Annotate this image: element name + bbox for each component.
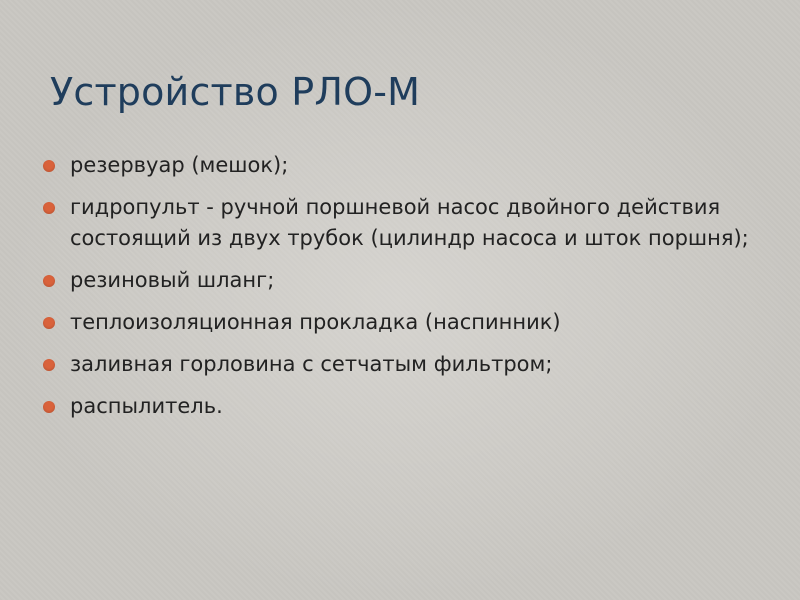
list-item-text: резервуар (мешок);: [70, 153, 289, 177]
list-item: [40, 192, 770, 254]
slide-title: Устройство РЛО-М: [50, 70, 421, 114]
list-item-text: распылитель.: [70, 394, 223, 418]
bullet-dot-icon: [43, 401, 55, 413]
bullet-dot-icon: [43, 202, 55, 214]
list-item: [40, 349, 770, 380]
bullet-list: [40, 150, 770, 433]
list-item-text: теплоизоляционная прокладка (наспинник): [70, 310, 561, 334]
list-item: [40, 265, 770, 296]
list-item: [40, 150, 770, 181]
bullet-dot-icon: [43, 275, 55, 287]
list-item: [40, 307, 770, 338]
list-item: [40, 391, 770, 422]
bullet-dot-icon: [43, 359, 55, 371]
list-item-text: заливная горловина с сетчатым фильтром;: [70, 352, 553, 376]
list-item-text: резиновый шланг;: [70, 268, 275, 292]
bullet-dot-icon: [43, 317, 55, 329]
bullet-dot-icon: [43, 160, 55, 172]
list-item-text: гидропульт - ручной поршневой насос двойного действия состоящий из двух трубок (цилиндр насоса и шток поршня);: [70, 195, 749, 250]
